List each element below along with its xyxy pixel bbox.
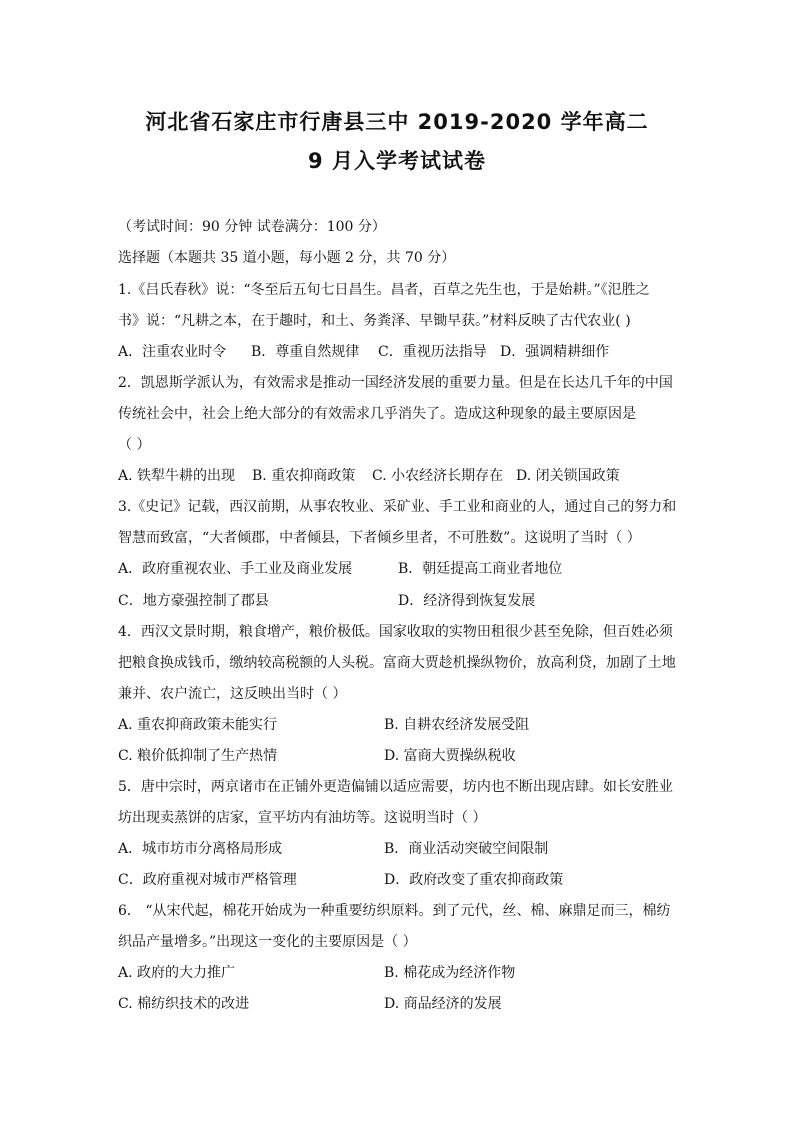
q6-line1: 6． “从宋代起，棉花开始成为一种重要纺织原料。到了元代，丝、棉、麻鼎足而三，棉纺 <box>118 903 671 919</box>
q1-option-b: B．尊重自然规律 <box>251 344 360 360</box>
q4-option-d: D. 富商大贾操纵税收 <box>384 748 516 764</box>
q2-option-b: B. 重农抑商政策 <box>252 468 356 484</box>
q3-line1: 3.《史记》记载，西汉前期，从事农牧业、采矿业、手工业和商业的人，通过自己的努力和 <box>118 499 677 515</box>
q1-line1: 1.《吕氏春秋》说：“冬至后五旬七日昌生。昌者，百草之先生也，于是始耕。”《氾胜之 <box>118 282 650 298</box>
q4-option-b: B. 自耕农经济发展受阻 <box>384 717 530 733</box>
q6-option-d: D. 商品经济的发展 <box>384 996 502 1012</box>
q6-line2: 织品产量增多。”出现这一变化的主要原因是（ ） <box>118 934 417 950</box>
q6-option-a: A. 政府的大力推广 <box>118 965 236 981</box>
q4-line1: 4．西汉文景时期，粮食增产，粮价极低。国家收取的实物田租很少甚至免除，但百姓必须 <box>118 624 673 640</box>
exam-title-line2: 9 月入学考试试卷 <box>308 149 486 173</box>
q6-option-b: B. 棉花成为经济作物 <box>384 965 516 981</box>
q3-option-a: A．政府重视农业、手工业及商业发展 <box>118 561 353 577</box>
exam-info: （考试时间：90 分钟 试卷满分：100 分） <box>118 219 386 235</box>
q5-option-b: B．商业活动突破空间限制 <box>384 841 549 857</box>
q3-option-d: D．经济得到恢复发展 <box>398 593 536 609</box>
q1-option-a: A．注重农业时令 <box>118 344 227 360</box>
q1-line2: 书》说：“凡耕之本，在于趣时，和土、务粪泽、早锄早获。”材料反映了古代农业( ) <box>118 313 631 329</box>
q2-option-d: D. 闭关锁国政策 <box>516 468 620 484</box>
q3-line2: 智慧而致富，“大者倾郡，中者倾县，下者倾乡里者，不可胜数”。这说明了当时（ ） <box>118 530 641 546</box>
q3-option-c: C．地方豪强控制了郡县 <box>118 593 269 609</box>
q1-option-d: D．强调精耕细作 <box>500 344 610 360</box>
q4-option-a: A. 重农抑商政策未能实行 <box>118 717 278 733</box>
q2-line2: 传统社会中，社会上绝大部分的有效需求几乎消失了。造成这种现象的最主要原因是 <box>118 406 636 422</box>
q6-option-c: C. 棉纺织技术的改进 <box>118 996 250 1012</box>
q5-line2: 坊出现卖蒸饼的店家，宣平坊内有油坊等。这说明当时（ ） <box>118 810 487 826</box>
q2-option-c: C. 小农经济长期存在 <box>372 468 504 484</box>
q3-option-b: B．朝廷提高工商业者地位 <box>398 561 563 577</box>
q5-line1: 5．唐中宗时，两京诸市在正铺外更造偏铺以适应需要，坊内也不断出现店肆。如长安胜业 <box>118 779 673 795</box>
q2-option-a: A. 铁犁牛耕的出现 <box>118 468 236 484</box>
q5-option-d: D．政府改变了重农抑商政策 <box>384 872 564 888</box>
exam-title-line1: 河北省石家庄市行唐县三中 2019-2020 学年高二 <box>145 110 649 134</box>
q1-option-c: C．重视历法指导 <box>378 344 487 360</box>
q2-line1: 2．凯恩斯学派认为，有效需求是推动一国经济发展的重要力量。但是在长达几千年的中国 <box>118 375 673 391</box>
q5-option-c: C．政府重视对城市严格管理 <box>118 872 297 888</box>
q2-line3: （ ） <box>118 437 151 453</box>
q4-line2: 把粮食换成钱币，缴纳较高税额的人头税。富商大贾趁机操纵物价，放高利贷，加剧了土地 <box>118 655 676 671</box>
q5-option-a: A．城市坊市分离格局形成 <box>118 841 283 857</box>
q4-line3: 兼并、农户流亡，这反映出当时（ ） <box>118 686 347 702</box>
q4-option-c: C. 粮价低抑制了生产热情 <box>118 748 278 764</box>
section-heading: 选择题（本题共 35 道小题，每小题 2 分，共 70 分） <box>118 250 456 266</box>
